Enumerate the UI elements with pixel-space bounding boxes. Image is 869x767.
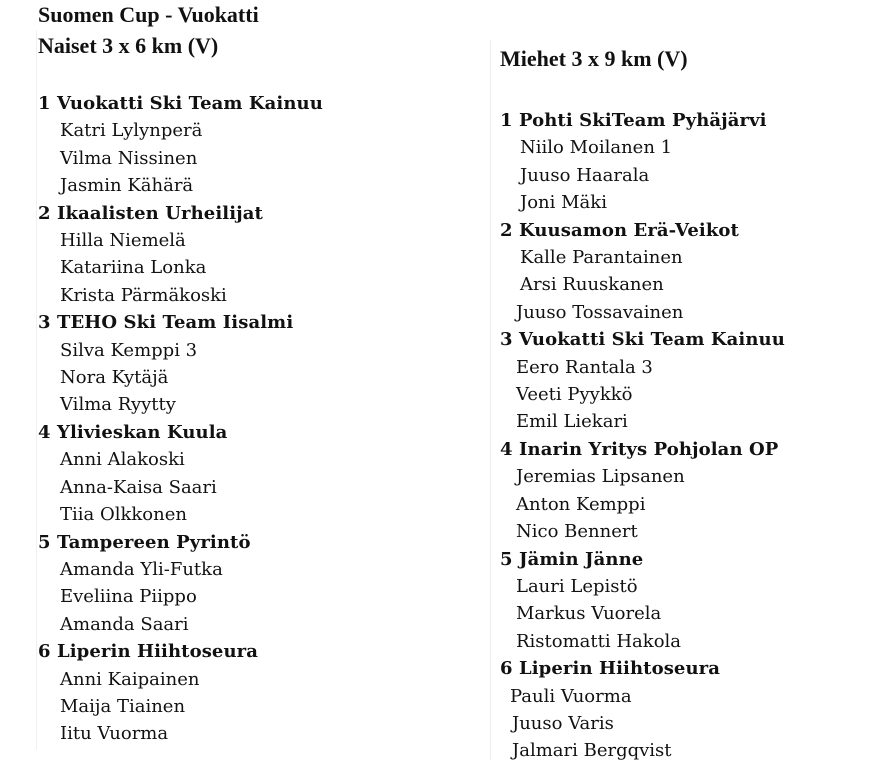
athlete-name: Tiia Olkkonen [60, 504, 187, 526]
team-name: 6 Liperin Hiihtoseura [500, 658, 721, 680]
team-name: 6 Liperin Hiihtoseura [38, 641, 259, 663]
athlete-name: Markus Vuorela [516, 603, 662, 625]
women-relay-heading: Naiset 3 x 6 km (V) [38, 33, 219, 58]
men-team-4 [500, 436, 785, 546]
athlete-name: Amanda Yli-Futka [60, 558, 223, 580]
women-team-3 [38, 309, 323, 419]
athlete-name: Juuso Tossavainen [516, 301, 684, 323]
men-team-6 [500, 655, 785, 765]
team-name: 4 Inarin Yritys Pohjolan OP [500, 438, 779, 460]
team-name: 1 Pohti SkiTeam Pyhäjärvi [500, 110, 767, 131]
athlete-name: Jasmin Kähärä [60, 175, 194, 197]
women-team-2 [38, 200, 323, 310]
team-name: 2 Ikaalisten Urheilijat [38, 202, 263, 224]
athlete-name: Vilma Ryytty [60, 394, 176, 416]
athlete-name: Silva Kemppi 3 [60, 339, 198, 361]
athlete-name: Katariina Lonka [60, 257, 207, 279]
team-name: 5 Tampereen Pyrintö [38, 531, 251, 553]
athlete-name: Jalmari Bergqvist [512, 740, 672, 762]
athlete-name: Vilma Nissinen [60, 147, 198, 169]
men-relay-heading: Miehet 3 x 9 km (V) [500, 46, 688, 71]
team-name: 3 Vuokatti Ski Team Kainuu [500, 329, 785, 351]
team-name: 1 Vuokatti Ski Team Kainuu [38, 93, 323, 114]
athlete-name: Ristomatti Hakola [516, 630, 682, 652]
women-team-5 [38, 529, 323, 639]
team-name: 2 Kuusamon Erä-Veikot [500, 219, 739, 241]
men-team-3 [500, 326, 785, 436]
left-margin-rule [36, 30, 37, 750]
team-name: 3 TEHO Ski Team Iisalmi [38, 312, 294, 334]
athlete-name: Pauli Vuorma [510, 685, 632, 707]
athlete-name: Amanda Saari [60, 613, 189, 635]
athlete-name: Jeremias Lipsanen [516, 466, 685, 488]
athlete-name: Hilla Niemelä [60, 230, 186, 252]
team-name: 5 Jämin Jänne [500, 548, 644, 570]
athlete-name: Lauri Lepistö [516, 575, 638, 597]
athlete-name: Anton Kemppi [516, 493, 646, 515]
athlete-name: Arsi Ruuskanen [520, 274, 664, 296]
women-results-column [38, 90, 323, 748]
women-team-1 [38, 90, 323, 200]
athlete-name: Juuso Haarala [520, 164, 650, 186]
athlete-name: Eveliina Piippo [60, 586, 197, 608]
women-team-4 [38, 419, 323, 529]
athlete-name: Anna-Kaisa Saari [60, 476, 217, 498]
page-title: Suomen Cup - Vuokatti [38, 2, 259, 27]
athlete-name: Veeti Pyykkö [516, 384, 633, 406]
athlete-name: Katri Lylynperä [60, 120, 203, 142]
athlete-name: Anni Alakoski [60, 449, 185, 471]
team-name: 4 Ylivieskan Kuula [38, 421, 228, 443]
men-team-1 [500, 107, 785, 217]
men-team-5 [500, 546, 785, 656]
athlete-name: Maija Tiainen [60, 695, 186, 717]
athlete-name: Emil Liekari [516, 411, 628, 433]
athlete-name: Juuso Varis [512, 712, 614, 734]
women-team-6 [38, 638, 323, 748]
athlete-name: Nico Bennert [516, 521, 638, 543]
athlete-name: Joni Mäki [520, 192, 607, 214]
athlete-name: Anni Kaipainen [60, 668, 200, 690]
men-results-column [500, 107, 785, 765]
men-team-2 [500, 217, 785, 327]
athlete-name: Niilo Moilanen 1 [520, 137, 673, 159]
athlete-name: Krista Pärmäkoski [60, 284, 227, 306]
athlete-name: Nora Kytäjä [60, 367, 169, 389]
athlete-name: Kalle Parantainen [520, 247, 683, 269]
right-margin-rule [490, 40, 491, 760]
athlete-name: Iitu Vuorma [60, 723, 169, 745]
athlete-name: Eero Rantala 3 [516, 356, 653, 378]
